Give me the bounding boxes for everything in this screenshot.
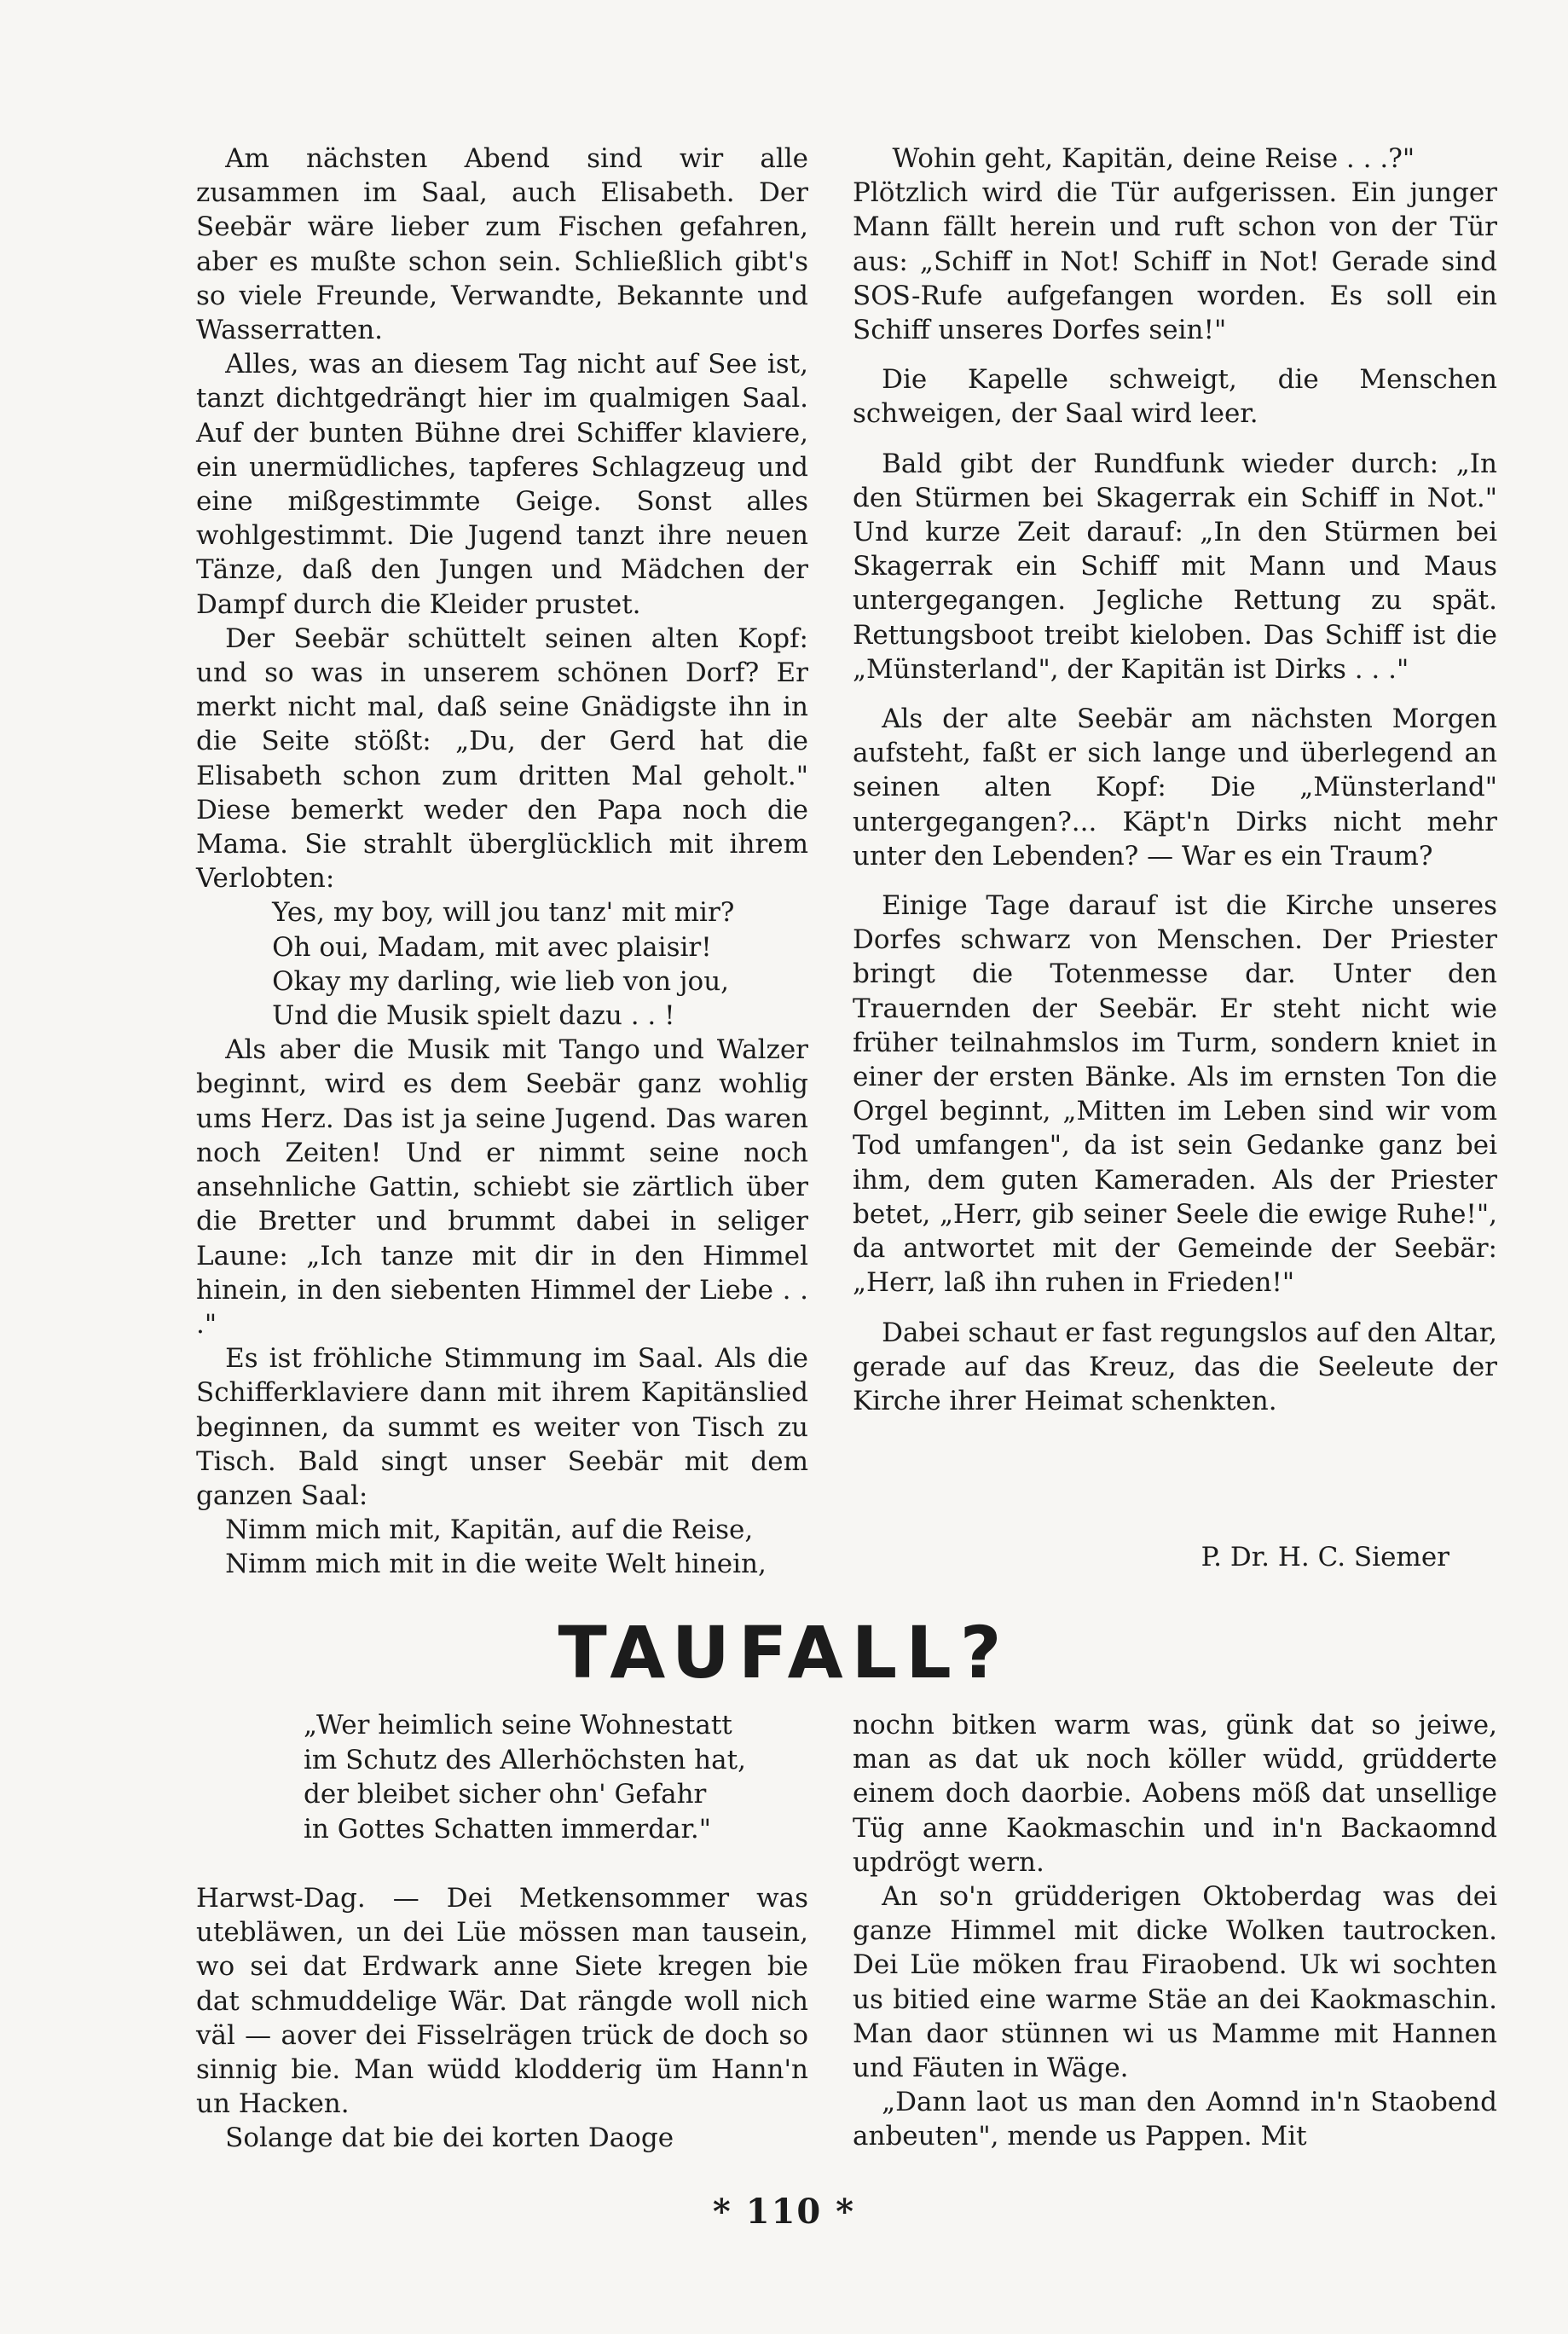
article-column-top-right: [853, 142, 1497, 1418]
verse-line: Und die Musik spielt dazu . . !: [272, 1000, 675, 1032]
motto-line: „Wer heimlich seine Wohnestatt: [304, 1710, 732, 1740]
verse-line: Yes, my boy, will jou tanz' mit mir?: [272, 897, 735, 929]
song-verse: [196, 1513, 808, 1581]
paragraph: Der Seebär schüttelt seinen alten Kopf: und so was in unserem schönen Dorf? Er merkt nicht mal, daß seine Gnädigste ihn in die Seite stößt: „Du, der Gerd hat die Elisabeth schon zum dritten Mal geholt." Diese bemerkt weder den Papa noch die Mama. Sie strahlt überglücklich mit ihrem Verlobten:: [196, 623, 808, 895]
paragraph: Harwst-Dag. — Dei Metkensommer was utebläwen, un dei Lüe mössen man tausein, wo sei dat Erdwark anne Siete kregen bie dat schmuddelige Wär. Dat rängde woll nich väl — aover dei Fisselrägen trück de doch so sinnig bie. Man wüdd klodderig üm Hann'n un Hacken.: [196, 1883, 808, 2120]
article-column-bottom-right: [853, 1708, 1497, 2154]
verse-line: Oh oui, Madam, mit avec plaisir!: [272, 931, 712, 963]
paragraph: Als der alte Seebär am nächsten Morgen aufsteht, faßt er sich lange und überlegend an seinen alten Kopf: Die „Münsterland" untergegangen?... Käpt'n Dirks nicht mehr unter den Lebenden? — War es ein Traum?: [853, 704, 1497, 872]
song-verse: [196, 895, 808, 1033]
motto-line: in Gottes Schatten immerdar.": [304, 1813, 712, 1845]
verse-line: Nimm mich mit in die weite Welt hinein,: [225, 1549, 767, 1580]
paragraph: Solange dat bie dei korten Daoge: [225, 2123, 674, 2154]
article-column-top-left: [196, 142, 808, 1582]
section-title: TAUFALL?: [558, 1611, 1010, 1694]
article-column-bottom-left: [196, 1881, 808, 2156]
paragraph: Einige Tage darauf ist die Kirche unseres Dorfes schwarz von Menschen. Der Priester bringt die Totenmesse dar. Unter den Trauernden der Seebär. Er steht nicht wie früher teilnahmslos im Turm, sondern kniet in einer der ersten Bänke. Als im ernsten Ton die Orgel beginnt, „Mitten im Leben sind wir vom Tod umfangen", da ist sein Gedanke ganz bei ihm, dem guten Kameraden. Als der Priester betet, „Herr, gib seiner Seele die ewige Ruhe!", da antwortet mit der Gemeinde der Seebär: „Herr, laß ihn ruhen in Frieden!": [853, 890, 1497, 1299]
motto-line: der bleibet sicher ohn' Gefahr: [304, 1779, 707, 1810]
motto-verse: [304, 1708, 781, 1846]
verse-line: Nimm mich mit, Kapitän, auf die Reise,: [225, 1514, 754, 1546]
paragraph: Die Kapelle schweigt, die Menschen schweigen, der Saal wird leer.: [853, 364, 1497, 430]
paragraph: Plötzlich wird die Tür aufgerissen. Ein junger Mann fällt herein und ruft schon von der Tür aus: „Schiff in Not! Schiff in Not! Gerade sind SOS-Rufe aufgefangen worden. Es soll ein Schiff unseres Dorfes sein!": [853, 177, 1497, 346]
paragraph: Als aber die Musik mit Tango und Walzer beginnt, wird es dem Seebär ganz wohlig ums Herz. Das ist ja seine Jugend. Das waren noch Zeiten! Und er nimmt seine noch ansehnliche Gattin, schiebt sie zärtlich über die Bretter und brummt dabei in seliger Laune: „Ich tanze mit dir in den Himmel hinein, in den siebenten Himmel der Liebe . . .": [196, 1034, 808, 1340]
author-signature: P. Dr. H. C. Siemer: [1201, 1542, 1449, 1572]
motto-line: im Schutz des Allerhöchsten hat,: [304, 1744, 746, 1775]
verse-line: Okay my darling, wie lieb von jou,: [272, 965, 730, 997]
paragraph: Am nächsten Abend sind wir alle zusammen im Saal, auch Elisabeth. Der Seebär wäre lieber zum Fischen gefahren, aber es mußte schon sein. Schließlich gibt's so viele Freunde, Verwandte, Bekannte und Wasserratten.: [196, 143, 808, 346]
paragraph: An so'n grüdderigen Oktoberdag was dei ganze Himmel mit dicke Wolken tautrocken. Dei Lüe möken frau Firaobend. Uk wi sochten us bitied eine warme Stäe an dei Kaokmaschin. Man daor stünnen wi us Mamme mit Hannen und Fäuten in Wäge.: [853, 1881, 1497, 2084]
paragraph: nochn bitken warm was, günk dat so jeiwe, man as dat uk noch köller wüdd, grüdderte einem doch daorbie. Aobens möß dat unsellige Tüg anne Kaokmaschin und in'n Backaomnd updrögt wern.: [853, 1710, 1497, 1878]
paragraph: Alles, was an diesem Tag nicht auf See ist, tanzt dichtgedrängt hier im qualmigen Saal. Auf der bunten Bühne drei Schiffer klaviere, ein unermüdliches, tapferes Schlagzeug und eine mißgestimmte Geige. Sonst alles wohlgestimmt. Die Jugend tanzt ihre neuen Tänze, daß den Jungen und Mädchen der Dampf durch die Kleider prustet.: [196, 349, 808, 620]
paragraph: Bald gibt der Rundfunk wieder durch: „In den Stürmen bei Skagerrak ein Schiff in Not." Und kurze Zeit darauf: „In den Stürmen bei Skagerrak ein Schiff mit Mann und Maus untergegangen. Jegliche Rettung zu spät. Rettungsboot treibt kieloben. Das Schiff ist die „Münsterland", der Kapitän ist Dirks . . .": [853, 448, 1497, 685]
paragraph: Es ist fröhliche Stimmung im Saal. Als die Schifferklaviere dann mit ihrem Kapitänslied beginnen, da summt es weiter von Tisch zu Tisch. Bald singt unser Seebär mit dem ganzen Saal:: [196, 1343, 808, 1511]
page-number: * 110 *: [712, 2192, 856, 2232]
verse-line: Wohin geht, Kapitän, deine Reise . . .?": [892, 143, 1415, 174]
paragraph: Dabei schaut er fast regungslos auf den Altar, gerade auf das Kreuz, das die Seeleute der Kirche ihrer Heimat schenkten.: [853, 1317, 1497, 1416]
paragraph: „Dann laot us man den Aomnd in'n Staobend anbeuten", mende us Pappen. Mit: [853, 2087, 1497, 2152]
